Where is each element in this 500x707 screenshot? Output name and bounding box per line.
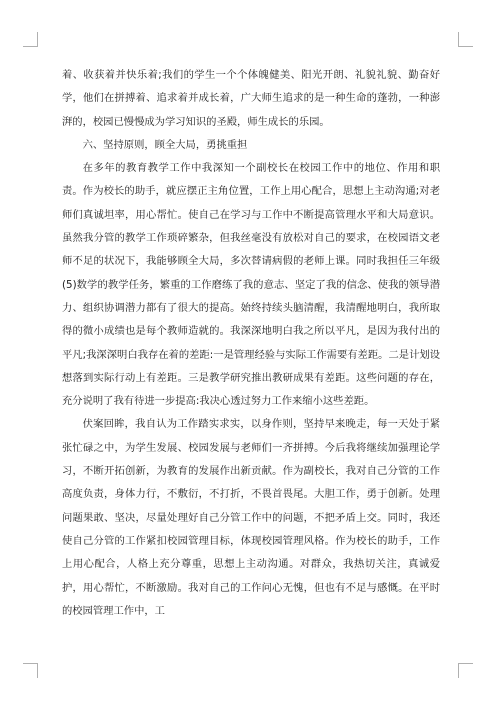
corner-mark-top-left: [23, 32, 38, 47]
corner-mark-bottom-left: [23, 663, 38, 678]
document-body: [62, 64, 440, 623]
paragraph-review: 伏案回眸，我自认为工作踏实求实，以身作则，坚持早来晚走，每一天处于紧张忙碌之中，为学生发展、校园发展与老师们一齐拼搏。今后我将继续加强理论学习，不断开拓创新，为教育的发展作出新贡献。作为副校长，我对自己分管的工作高度负责，身体力行，不敷衍，不打折，不畏首畏尾。大胆工作，勇于创新。处理问题果敢、坚决，尽量处理好自己分管工作中的问题，不把矛盾上交。同时，我还使自己分管的工作紧扣校园管理目标，体现校园管理风格。作为校长的助手，工作上用心配合，人格上充分尊重，思想上主动沟通。对群众，我热切关注，真诚爱护，用心帮忙，不断激励。我对自己的工作问心无愧，但也有不足与感慨。在平时的校园管理工作中，工: [62, 418, 440, 617]
paragraph-role: 在多年的教育教学工作中我深知一个副校长在校园工作中的地位、作用和职责。作为校长的助手，就应摆正主角位置，工作上用心配合，思想上主动沟通;对老师们真诚坦率，用心帮忙。使自己在学习与工作中不断提高管理水平和大局意识。虽然我分管的教学工作琐碎繁杂，但我丝毫没有放松对自己的要求，在校园语文老师不足的状况下，我能够顾全大局，多次替请病假的老师上课。同时我担任三年级(5)数学的教学任务，繁重的工作磨练了我的意志、坚定了我的信念、使我的领导潜力、组织协调潜力都有了很大的提高。始终持续头脑清醒，我清醒地明白，我所取得的微小成绩也是每个教师造就的。我深深地明白我之所以平凡，是因为我付出的平凡;我深深明白我存在着的差距:一是管理经验与实际工作需要有差距。二是计划设想落到实际行动上有差距。三是教学研究推出教研成果有差距。这些问题的存在，充分说明了我有待进一步提高:我决心透过努力工作来缩小这些差距。: [62, 162, 440, 408]
section-heading: 六、坚持原则，顾全大局，勇挑重担: [82, 138, 248, 151]
corner-mark-top-right: [458, 32, 473, 47]
corner-mark-bottom-right: [458, 663, 473, 678]
paragraph-continuation: 着、收获着并快乐着;我们的学生一个个体魄健美、阳光开朗、礼貌礼貌、勤奋好学，他们在拼搏着、追求着并成长着，广大师生追求的是一种生命的蓬勃，一种澎湃的，校园已慢慢成为学习知识的圣殿，师生成长的乐园。: [62, 69, 440, 128]
